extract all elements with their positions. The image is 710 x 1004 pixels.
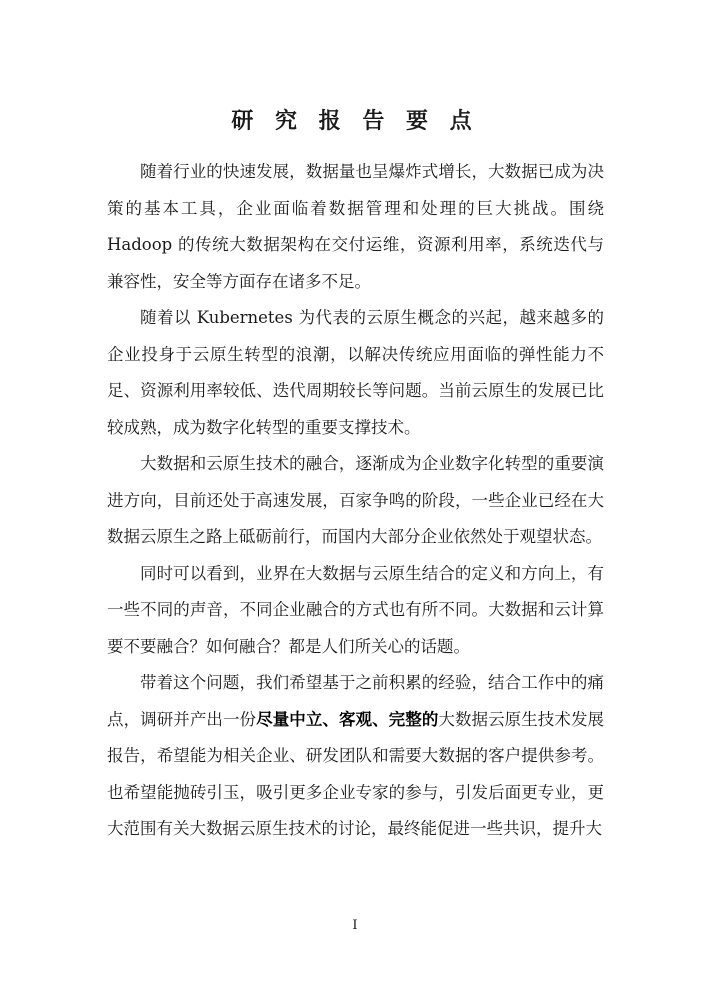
- paragraph-4: 同时可以看到，业界在大数据与云原生结合的定义和方向上，有一些不同的声音，不同企业融合的方式也有所不同。大数据和云计算要不要融合？如何融合？都是人们所关心的话题。: [107, 563, 604, 656]
- document-body: [107, 154, 604, 848]
- page-title: 研 究 报 告 要 点: [231, 108, 479, 134]
- paragraph-5-emphasis: 尽量中立、客观、完整的: [256, 709, 439, 729]
- page-number: I: [352, 918, 358, 933]
- paragraph-5-text-before: 带着这个问题，我们希望基于之前积累的经验，结合工作中的痛点，调研并产出一份: [107, 673, 604, 729]
- paragraph-5: [107, 665, 604, 848]
- paragraph-3: 大数据和云原生技术的融合，逐渐成为企业数字化转型的重要演进方向，目前还处于高速发展，百家争鸣的阶段，一些企业已经在大数据云原生之路上砥砺前行，而国内大部分企业依然处于观望状态。: [107, 454, 604, 546]
- paragraph-5-text-after: 大数据云原生技术发展报告，希望能为相关企业、研发团队和需要大数据的客户提供参考。也希望能抛砖引玉，吸引更多企业专家的参与，引发后面更专业，更大范围有关大数据云原生技术的讨论，最终能促进一些共识，提升大: [107, 709, 605, 838]
- paragraph-2: 随着以 Kubernetes 为代表的云原生概念的兴起，越来越多的企业投身于云原生转型的浪潮，以解决传统应用面临的弹性能力不足、资源利用率较低、迭代周期较长等问题。当前云原生的发展已比较成熟，成为数字化转型的重要支撑技术。: [107, 308, 604, 437]
- paragraph-1: 随着行业的快速发展，数据量也呈爆炸式增长，大数据已成为决策的基本工具，企业面临着数据管理和处理的巨大挑战。围绕 Hadoop 的传统大数据架构在交付运维，资源利用率，系统迭代与兼容性，安全等方面存在诸多不足。: [107, 162, 604, 291]
